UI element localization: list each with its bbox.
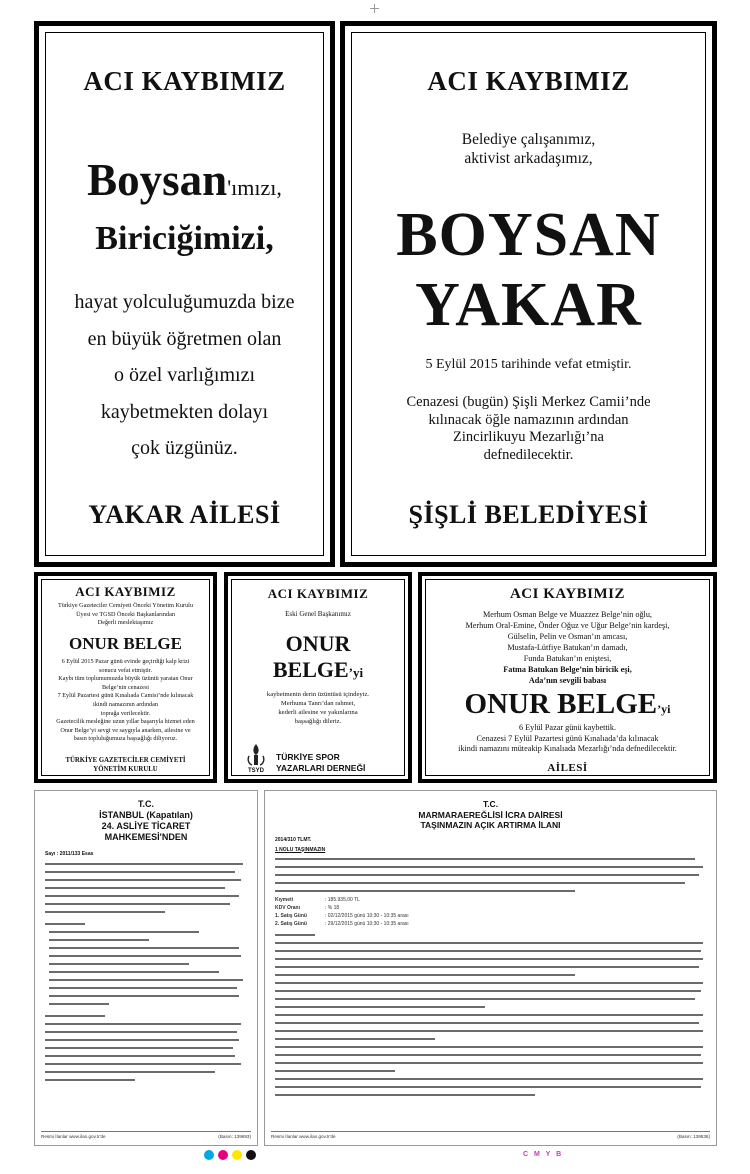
cyan-dot-icon — [204, 1150, 214, 1160]
deceased-name — [39, 154, 330, 206]
obituary-ad-journalists-society — [34, 572, 217, 783]
signature-line: YÖNETİM KURULU — [93, 766, 158, 773]
body-line: Merhuma Tanrı’dan rahmet, — [280, 700, 356, 707]
name-suffix: 'ımızı, — [227, 175, 282, 200]
cmyb-label: C M Y B — [523, 1151, 564, 1158]
yellow-dot-icon — [232, 1150, 242, 1160]
auction-notice — [264, 790, 717, 1146]
body-line-bold: Ada’nın sevgili babası — [528, 676, 607, 685]
body-line: ikindi namazının ardından — [93, 700, 158, 708]
field-row — [275, 904, 706, 912]
intro-line: Değerli meslektaşımız — [97, 619, 154, 626]
field-value: : 185.935,00 TL — [325, 896, 360, 903]
body-line-bold: Fatma Batukan Belge’nin biricik eşi, — [503, 665, 632, 674]
footer-left: Resmi İlanlar www.ilan.gov.tr'de — [271, 1134, 336, 1139]
intro-line: Belediye çalışanımız, — [461, 131, 596, 148]
text-lines-graphic — [275, 932, 705, 1112]
deceased-name — [345, 200, 712, 340]
field-row — [275, 920, 706, 928]
obituary-ad-sports-writers — [224, 572, 412, 783]
ad-body — [39, 284, 330, 467]
name-big: Boysan — [87, 155, 228, 205]
body-line: 6 Eylül 2015 Pazar günü evinde geçirdiği kalp krizi — [61, 658, 190, 665]
body-line: hayat yolculuğumuzda bize — [74, 291, 295, 313]
body-line: kaybetmekten dolayı — [100, 400, 269, 423]
head-line: 24. ASLİYE TİCARET — [101, 821, 191, 831]
body-line: Merhum Osman Belge ve Muazzez Belge’nin oğlu, — [483, 610, 652, 619]
body-line: çok üzgünüz. — [131, 437, 238, 459]
funeral-info — [345, 394, 712, 464]
ad-body — [38, 658, 213, 744]
body-line: Funda Batukan’ın eniştesi, — [523, 654, 612, 663]
ad-heading: ACI KAYBIMIZ — [75, 584, 176, 599]
funeral-line: Cenazesi (bugün) Şişli Merkez Camii’nde — [406, 394, 651, 410]
funeral-line: Zincirlikuyu Mezarlığı’na — [453, 429, 604, 445]
case-number: Sayı : 2011/133 Esas — [45, 851, 94, 857]
notice-body-placeholder — [45, 861, 247, 1114]
field-value: : 29/12/2015 günü 10:30 - 10:35 arası — [325, 920, 409, 927]
signature-line: TÜRKİYE GAZETECİLER CEMİYETİ — [65, 757, 186, 764]
field-key: Kıymeti — [275, 896, 294, 903]
ad-intro — [38, 602, 213, 628]
text-lines-graphic — [45, 861, 245, 1111]
body-line: o özel varlığımızı — [113, 364, 256, 386]
head-line: TAŞINMAZIN AÇIK ARTIRMA İLANI — [420, 820, 561, 830]
name-line: BOYSAN — [396, 201, 661, 269]
name-line: ONUR — [285, 631, 351, 656]
signature-line: TÜRKİYE SPOR — [276, 752, 340, 762]
magenta-dot-icon — [218, 1150, 228, 1160]
body-line: Kaybı tüm toplumumuzda büyük üzüntü yaratan Onur — [58, 675, 193, 683]
signature-line: YAZARLARI DERNEĞİ — [276, 763, 366, 773]
body-line: kederli ailesine ve yakınlarına — [278, 709, 358, 716]
ad-signature: AİLESİ — [547, 762, 588, 774]
body-line: başsağlığı dileriz. — [294, 718, 342, 725]
ad-body — [422, 609, 713, 686]
name-line: YAKAR — [415, 271, 642, 339]
body-line: en büyük öğretmen olan — [87, 327, 282, 350]
obituary-ad-sisli-municipality — [340, 21, 717, 567]
notice-footer — [41, 1131, 251, 1139]
head-line: T.C. — [137, 799, 154, 809]
body-line: Onur Belge’yi sevgi ve saygıyla anarken, ailesine ve — [60, 726, 191, 734]
name-main: ONUR BELGE — [464, 688, 658, 720]
ad-heading: ACI KAYBIMIZ — [427, 66, 630, 96]
ad-after — [422, 723, 713, 755]
property-fields — [275, 896, 706, 928]
notice-head — [45, 799, 247, 843]
deceased-name — [228, 631, 408, 686]
body-line: Belge’nin cenazesi — [102, 683, 149, 691]
body-line: Gazetecilik mesleğine uzun yıllar başarıyla hizmet eden — [56, 718, 195, 726]
funeral-line: defnedilecektir. — [483, 446, 574, 463]
ad-heading: ACI KAYBIMIZ — [83, 66, 286, 96]
field-value: : % 18 — [325, 904, 340, 911]
name-line: BELGE — [272, 657, 349, 682]
death-date: 5 Eylül 2015 tarihinde vefat etmiştir. — [425, 357, 632, 372]
body-line: 7 Eylül Pazartesi günü Kınalıada Camisi’nde kılınacak — [57, 692, 194, 700]
tsyd-logo — [246, 742, 266, 778]
body-line: sonucu vefat etmiştir. — [98, 666, 153, 674]
after-line: 6 Eylül Pazar günü kaybettik. — [518, 723, 617, 732]
name-suffix: ’yi — [348, 665, 364, 680]
after-line: Cenazesi 7 Eylül Pazartesi günü Kınalıada’da kılınacak — [476, 733, 659, 743]
field-key: KDV Oranı — [275, 904, 301, 911]
field-row — [275, 896, 706, 904]
ad-signature — [38, 756, 213, 774]
body-line: basın topluluğumuza başsağlığı diliyoruz. — [73, 735, 178, 743]
body-line: Mustafa-Lütfiye Batukan’ın damadı, — [507, 643, 628, 652]
body-line: toprağa verilecektir. — [100, 709, 151, 717]
ad-body — [228, 690, 408, 726]
property-sub: 1 NOLU TAŞINMAZIN — [275, 846, 326, 853]
footer-right: (Basın: 139693) — [218, 1134, 251, 1139]
intro-line: Türkiye Gazeteciler Cemiyeti Önceki Yönetim Kurulu — [58, 602, 193, 609]
head-line: İSTANBUL (Kapatılan) — [99, 810, 193, 820]
color-registration-dots — [204, 1150, 256, 1160]
ad-heading: ACI KAYBIMIZ — [267, 586, 369, 601]
obituary-ad-family — [418, 572, 717, 783]
ad-signature: ŞİŞLİ BELEDİYESİ — [408, 500, 649, 529]
court-notice — [34, 790, 258, 1146]
field-value: : 02/12/2015 günü 10:30 - 10:35 arası — [325, 912, 409, 919]
deceased-name — [422, 688, 713, 721]
crop-mark-icon — [370, 4, 379, 13]
head-line: MARMARAEREĞLİSİ İCRA DAİRESİ — [418, 809, 563, 820]
body-line: Gülselin, Pelin ve Osman’ın amcası, — [507, 632, 628, 641]
funeral-line: kılınacak öğle namazının ardından — [428, 411, 629, 428]
footer-left: Resmi İlanlar www.ilan.gov.tr'de — [41, 1134, 106, 1139]
field-key: 1. Satış Günü — [275, 912, 307, 919]
intro-line: Üyesi ve TGSD Önceki Başkanlarından — [76, 610, 175, 618]
body-line: Merhum Oral-Emine, Önder Oğuz ve Uğur Belge’nin kardeşi, — [465, 621, 670, 630]
case-number: 2014/310 TLMT. — [275, 836, 312, 843]
ad-heading: ACI KAYBIMIZ — [509, 586, 626, 602]
body-line: kaybetmenin derin üzüntüsü içindeyiz. — [266, 691, 370, 698]
ad-intro — [345, 130, 712, 168]
ad-line2: Biriciğimizi, — [95, 220, 274, 257]
field-key: 2. Satış Günü — [275, 920, 307, 927]
obituary-ad-yakar-family — [34, 21, 335, 567]
notice-footer — [271, 1131, 710, 1139]
notice-head — [275, 799, 706, 831]
field-row — [275, 912, 706, 920]
ad-signature: YAKAR AİLESİ — [88, 500, 281, 529]
after-line: ikindi namazını müteakip Kınalıada Mezarlığı’nda defnedilecektir. — [458, 744, 677, 753]
deceased-name: ONUR BELGE — [69, 634, 182, 653]
name-suffix: ’yi — [657, 702, 671, 716]
logo-text: TSYD — [247, 768, 264, 774]
ad-signature — [276, 752, 365, 774]
head-line: MAHKEMESİ'NDEN — [104, 832, 188, 842]
black-dot-icon — [246, 1150, 256, 1160]
ad-intro: Eski Genel Başkanımız — [285, 610, 351, 618]
head-line: T.C. — [482, 799, 499, 809]
intro-line: aktivist arkadaşımız, — [464, 150, 593, 167]
text-lines-graphic — [275, 856, 705, 896]
footer-right: (Basın: 139536) — [677, 1134, 710, 1139]
